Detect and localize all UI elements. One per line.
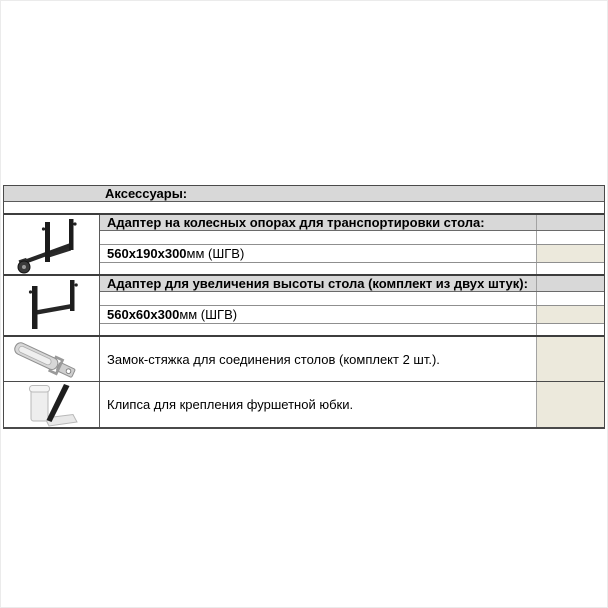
empty-cell xyxy=(537,245,604,262)
draw-latch-drawing xyxy=(8,337,96,381)
dimensions-unit: мм (ШГВ) xyxy=(179,307,238,322)
gap-row xyxy=(100,263,604,274)
product-title: Адаптер на колесных опорах для транспортировки стола: xyxy=(100,215,537,230)
dimensions-value: 560x60x300 xyxy=(107,307,180,322)
table-header-label: Аксессуары: xyxy=(105,186,188,201)
draw-latch-image xyxy=(4,337,100,381)
product-title: Адаптер для увеличения высоты стола (комплект из двух штук): xyxy=(100,276,537,291)
empty-cell xyxy=(100,231,537,244)
gap-row xyxy=(100,292,604,306)
product-subrows xyxy=(100,215,604,274)
empty-cell xyxy=(100,263,537,274)
product-row-height-adapter xyxy=(4,276,604,337)
dimensions-unit: мм (ШГВ) xyxy=(186,246,245,261)
product-spec-row xyxy=(100,245,604,263)
product-spec-row xyxy=(100,306,604,324)
product-description: Клипса для крепления фуршетной юбки. xyxy=(100,382,537,427)
product-dimensions xyxy=(100,245,537,262)
skirt-clip-drawing xyxy=(17,382,87,428)
product-row-draw-latch xyxy=(4,337,604,382)
empty-cell xyxy=(537,306,604,323)
empty-cell xyxy=(537,263,604,274)
product-title-row xyxy=(100,215,604,231)
empty-cell xyxy=(537,324,604,335)
spacer-row xyxy=(4,202,604,215)
empty-cell xyxy=(537,276,604,291)
empty-cell xyxy=(100,292,537,305)
product-row-skirt-clip xyxy=(4,382,604,427)
gap-row xyxy=(100,324,604,335)
height-adapter-drawing xyxy=(7,277,97,335)
skirt-clip-image xyxy=(4,382,100,427)
empty-cell xyxy=(537,231,604,244)
empty-cell xyxy=(537,215,604,230)
accessories-table xyxy=(3,185,605,429)
empty-cell xyxy=(537,337,604,381)
dimensions-value: 560x190x300 xyxy=(107,246,187,261)
product-row-wheel-adapter xyxy=(4,215,604,276)
empty-cell xyxy=(100,324,537,335)
product-dimensions xyxy=(100,306,537,323)
height-adapter-image xyxy=(4,276,100,335)
product-description: Замок-стяжка для соединения столов (комплект 2 шт.). xyxy=(100,337,537,381)
empty-cell xyxy=(537,292,604,305)
empty-cell xyxy=(537,382,604,427)
wheel-adapter-drawing xyxy=(7,216,97,274)
gap-row xyxy=(100,231,604,245)
product-title-row xyxy=(100,276,604,292)
table-header-row xyxy=(4,186,604,202)
wheel-adapter-image xyxy=(4,215,100,274)
product-subrows xyxy=(100,276,604,335)
